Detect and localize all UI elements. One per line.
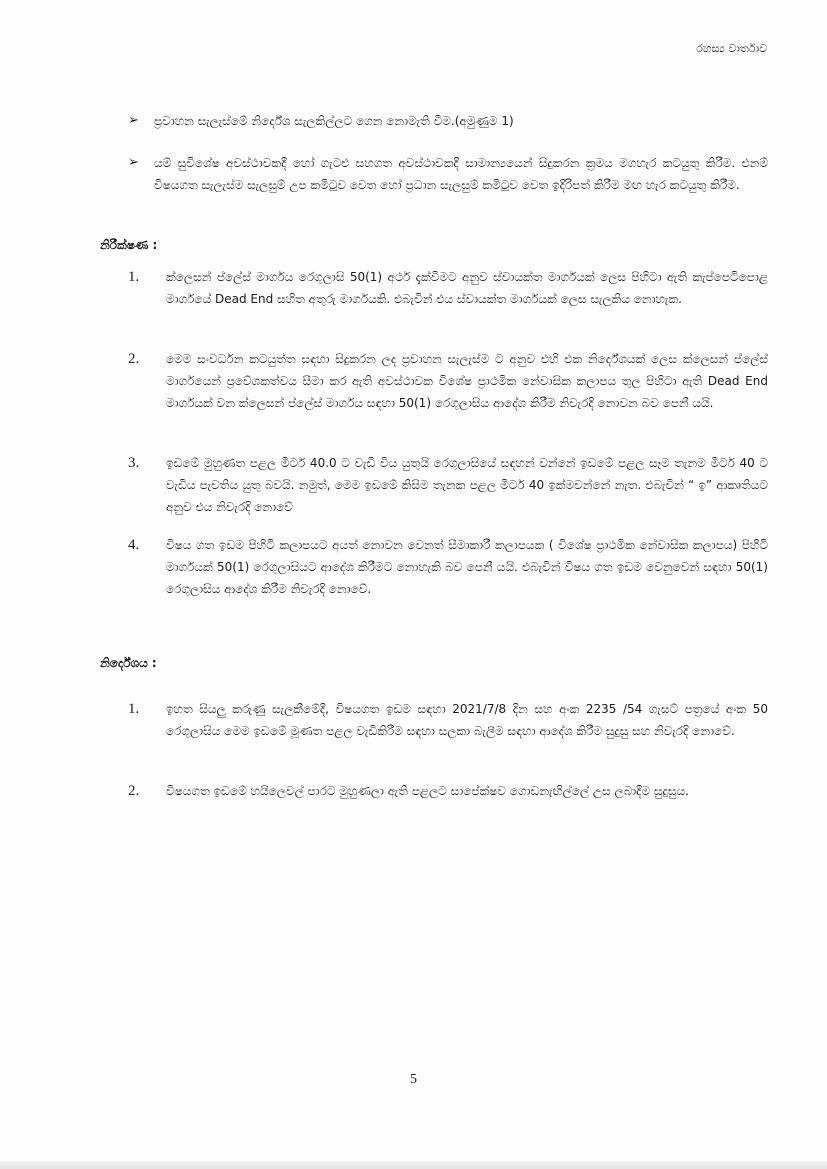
- item-number: 4.: [128, 537, 140, 553]
- observation-item: [128, 266, 768, 310]
- bullet-text: යම් සුවිශේෂ අවස්ථාවකදී හෝ ගැටළු සහගත අවස්ථාවකදී සාමාන්‍යයෙන් සිදුකරන ක්‍රමය මගහැර කටයුතු කිරීම. එනම් විෂයගත සැලැස්ම සැලසුම් උප කමිටුව වෙත හෝ ප්‍රධාන සැලසුම් කමිටුව වෙත ඉදිරිපත් කිරීම මඟ හැර කටයුතු කිරීම.: [154, 156, 768, 192]
- confidential-report-label: රහස්‍ය වාර්තාව: [696, 42, 767, 55]
- item-text: ඉඩමේ මුහුණත පළල මීටර් 40.0 ට වැඩි විය යුතුයි රෙගුලාසියේ සඳහන් වන්නේ ඉඩමේ පළල සෑම තැනම මීටර් 40 ට වැඩිය පැවතිය යුතු බවයි. නමුත්, මෙම ඉඩමේ කිසිම තැනක පළල මීටර් 40 ඉක්මවන්නේ නැත. එබැවින් “ ඉ” ආකෘතියට අනුව එය නිවැරදි නොවේ: [166, 456, 768, 514]
- item-number: 3.: [128, 455, 140, 471]
- arrow-bullet-icon: ➢: [128, 155, 139, 170]
- observation-item: [128, 348, 768, 414]
- item-number: 2.: [128, 783, 140, 799]
- recommendation-item: [128, 780, 768, 802]
- recommendation-item: [128, 698, 768, 742]
- item-text: විෂය ගත ඉඩම පිහිටි කලාපයට අයත් නොවන වෙනත් සීමාකාරී කලාපයක ( විශේෂ ප්‍රාථමික නේවාසික කලාපය) පිහිටි මාර්ගයක් 50(1) රෙගුලාසියට ආදේශ කිරීමට නොහැකි බව පෙනී යයි. එබැවින් විෂය ගත ඉඩම වෙනුවෙන් සඳහා 50(1) රෙගුලාසිය ආදේශ කිරීම නිවැරදි නොවේ.: [166, 538, 768, 596]
- item-number: 1.: [128, 269, 140, 285]
- observation-item: [128, 452, 768, 518]
- bullet-text: ප්‍රවාහන සැලැස්මේ නිර්දේශ සැලකිල්ලට ගෙන නොමැති වීම.(අමුණුම 1): [154, 114, 514, 128]
- bullet-item: [128, 152, 768, 196]
- item-text: ක්ලෙසන් ප්ලේස් මාර්ගය රෙගුලාසි 50(1) අර්ථ දැක්වීමට අනුව ස්වායක්ත මාර්ගයක් ලෙස පිහිටා ඇති කැප්පෙටිපොළ මාර්ගයේ Dead End සහිත අතුරු මාර්ගයකි. එබැවින් එය ස්වායක්ත මාර්ගයක් ලෙස සැලකිය නොහැක.: [166, 270, 768, 306]
- arrow-bullet-icon: ➢: [128, 113, 139, 128]
- observations-heading: නිරීක්ෂණ :: [100, 238, 158, 252]
- recommendations-heading: නිර්දේශය :: [100, 656, 157, 670]
- page-number: 5: [410, 1072, 417, 1087]
- item-text: විෂයගත ඉඩමේ හයිලෙවල් පාරට මුහුණලා ඇති පළලට සාපේක්ෂව ගොඩනැඟිල්ලේ උස ලබාදීම සුදුසුය.: [166, 784, 689, 798]
- item-number: 1.: [128, 701, 140, 717]
- item-text: මෙම සංවර්ධන කටයුත්ත සඳහා සිදුකරන ලද ප්‍රවාහන සැලැස්ම ට අනුව එහි එක නිර්දේශයක් ලෙස ක්ලෙසන් ප්ලේස් මාර්ගයෙන් ප්‍රවේශකත්වය සීමා කර ඇති අවස්ථාවක විශේෂ ප්‍රාථමික නේවාසික කලාපය තුල පිහිටා ඇති Dead End මාර්ගයක් වන ක්ලෙසන් ප්ලේස් මාර්ගය සඳහා 50(1) රෙගුලාසිය ආදේශ කිරීම නිවැරදි නොවන බව පෙනී යයි.: [166, 352, 768, 410]
- item-text: ඉහත සියලු කරුණු සැලකීමේදී, විෂයගත ඉඩම සඳහා 2021/7/8 දින සහ අංක 2235 /54 ගැසට් පත්‍රයේ අංක 50 රෙගුලාසිය මෙම ඉඩමේ මූණත පළල වැඩිකිරීම සඳහා සලකා බැලීම සඳහා ආදේශ කිරීම සුදුසු සහ නිවැරදි නොවේ.: [166, 702, 768, 738]
- bullet-item: [128, 110, 768, 132]
- observation-item: [128, 534, 768, 600]
- scan-edge: [0, 1161, 827, 1169]
- item-number: 2.: [128, 351, 140, 367]
